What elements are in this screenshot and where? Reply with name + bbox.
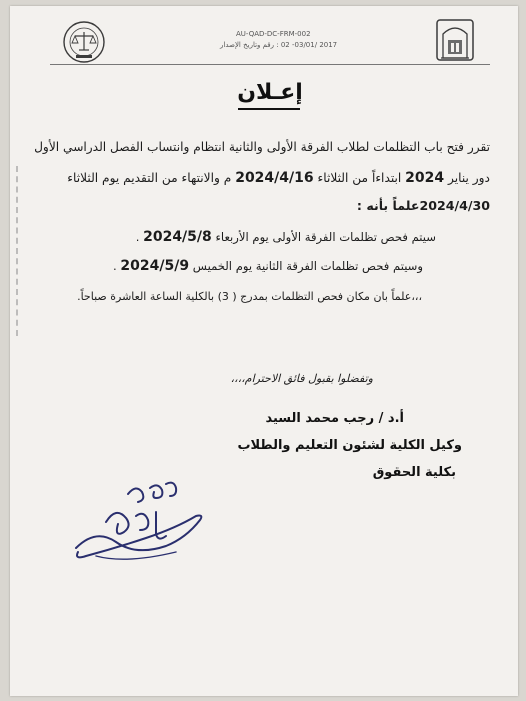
first-year-review-text: سيتم فحص تظلمات الفرقة الأولى يوم الأربعاء (211, 230, 436, 244)
first-year-review-end: . (135, 230, 144, 244)
second-year-review-text: وسيتم فحص تظلمات الفرقة الثانية يوم الخميس (189, 259, 423, 273)
exam-year: 2024 (405, 170, 445, 186)
form-code: AU-QAD-DC-FRM-002 (236, 30, 311, 38)
body-line-2-pre: دور يناير (444, 171, 490, 185)
body-line-2-post: م والانتهاء من التقديم يوم الثلاثاء (67, 171, 236, 185)
signatory-name: أ.د / رجب محمد السيد (265, 411, 404, 426)
document-page (10, 6, 518, 696)
first-year-review-date: 2024/5/8 (143, 229, 212, 245)
review-location: ،،،علماً بان مكان فحص التظلمات بمدرج ( 3) بالكلية الساعة العاشرة صباحاً. (77, 290, 422, 303)
body-line-2-mid: ابتداءاً من الثلاثاء (313, 171, 406, 185)
handwritten-signature (66, 476, 206, 566)
margin-strip (16, 166, 28, 336)
start-date: 2024/4/16 (235, 170, 314, 186)
second-year-review-date: 2024/5/9 (120, 258, 190, 274)
closing-remark: وتفضلوا بقبول فائق الاحترام،،،، (230, 372, 373, 385)
second-year-review-end: . (113, 259, 121, 273)
body-line-2 (67, 170, 490, 186)
second-year-review (113, 258, 423, 274)
header-divider (50, 64, 490, 65)
signatory-position: وكيل الكلية لشئون التعليم والطلاب (237, 438, 462, 453)
first-year-review (136, 229, 436, 245)
signatory-faculty: بكلية الحقوق (372, 465, 456, 480)
title-underline (238, 108, 300, 110)
issue-date: 2017 /03/01- 02 : رقم وتاريخ الإصدار (220, 41, 338, 49)
faculty-seal-icon (62, 20, 106, 64)
university-logo-icon (435, 18, 475, 62)
end-date-line: 2024/4/30علماً بأنه : (356, 198, 490, 213)
page-title: إعـلان (237, 80, 303, 105)
body-line-1: تقرر فتح باب التظلمات لطلاب الفرقة الأولى والثانية انتظام وانتساب الفصل الدراسي الأول (34, 140, 490, 154)
